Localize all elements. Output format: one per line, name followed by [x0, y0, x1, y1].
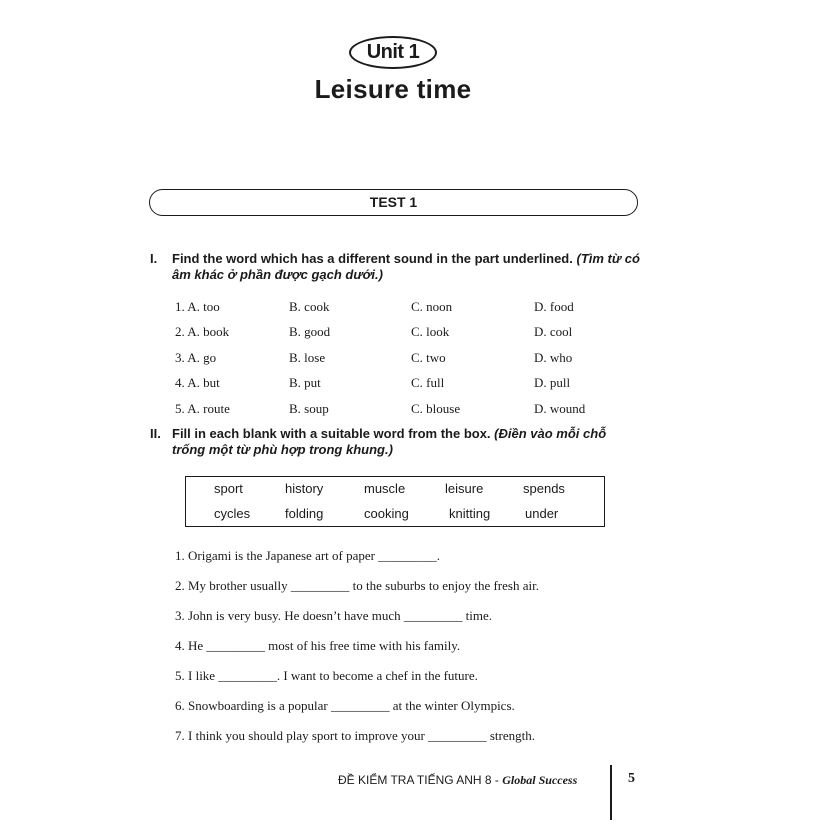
box-word: folding — [285, 506, 324, 521]
question-row — [175, 350, 635, 370]
sentence: 7. I think you should play sport to improve your _________ strength. — [175, 728, 536, 743]
section1-number: I. — [150, 251, 158, 266]
sentence: 2. My brother usually _________ to the suburbs to enjoy the fresh air. — [175, 578, 539, 593]
section2-instruction-vn: (Điền vào mỗi chỗ trống một từ phù hợp trong khung.) — [172, 426, 607, 457]
sentence: 6. Snowboarding is a popular _________ at the winter Olympics. — [175, 698, 515, 713]
question-row — [175, 375, 635, 395]
section1-instruction-text: Find the word which has a different sound in the part underlined. — [172, 251, 573, 266]
unit-label: Unit 1 — [349, 36, 437, 69]
option: B. good — [289, 324, 331, 339]
option: 4. A. but — [175, 375, 220, 390]
option: 2. A. book — [175, 324, 230, 339]
section1-instruction — [172, 251, 640, 283]
section1-instruction-vn: (Tìm từ có âm khác ở phần được gạch dưới.) — [172, 251, 640, 282]
box-word: history — [285, 481, 324, 496]
section2-number: II. — [150, 426, 161, 441]
box-word: cycles — [214, 506, 251, 521]
box-word: leisure — [445, 481, 484, 496]
sentence: 3. John is very busy. He doesn’t have much _________ time. — [175, 608, 493, 623]
sentence: 4. He _________ most of his free time with his family. — [175, 638, 461, 653]
option: B. put — [289, 375, 321, 390]
option: 5. A. route — [175, 401, 230, 416]
option: C. full — [411, 375, 445, 390]
option: D. who — [534, 350, 573, 365]
option: C. look — [411, 324, 450, 339]
page-number: 5 — [628, 771, 635, 786]
unit-title: Leisure time — [314, 74, 472, 104]
sentence: 5. I like _________. I want to become a chef in the future. — [175, 668, 478, 683]
sentence: 1. Origami is the Japanese art of paper _________. — [175, 548, 440, 563]
box-word: knitting — [449, 506, 491, 521]
section2-instruction — [172, 426, 642, 458]
section2-instruction-text: Fill in each blank with a suitable word from the box. — [172, 426, 491, 441]
question-row — [175, 299, 635, 319]
question-row — [175, 324, 635, 344]
option: D. cool — [534, 324, 573, 339]
test-banner: TEST 1 — [149, 189, 638, 216]
question-row — [175, 401, 635, 421]
option: D. wound — [534, 401, 586, 416]
option: C. two — [411, 350, 446, 365]
option: 1. A. too — [175, 299, 220, 314]
box-word: spends — [523, 481, 565, 496]
box-word: under — [525, 506, 559, 521]
option: C. blouse — [411, 401, 461, 416]
footer-title — [338, 773, 577, 788]
box-word: muscle — [364, 481, 406, 496]
box-word: cooking — [364, 506, 409, 521]
footer-series: Global Success — [502, 773, 578, 787]
box-word: sport — [214, 481, 243, 496]
footer-book-title: ĐỀ KIỂM TRA TIẾNG ANH 8 - — [338, 773, 503, 787]
option: B. soup — [289, 401, 329, 416]
option: D. pull — [534, 375, 571, 390]
option: B. lose — [289, 350, 326, 365]
option: B. cook — [289, 299, 330, 314]
word-box — [185, 476, 605, 527]
option: C. noon — [411, 299, 453, 314]
footer-divider — [610, 765, 612, 820]
option: 3. A. go — [175, 350, 217, 365]
option: D. food — [534, 299, 574, 314]
